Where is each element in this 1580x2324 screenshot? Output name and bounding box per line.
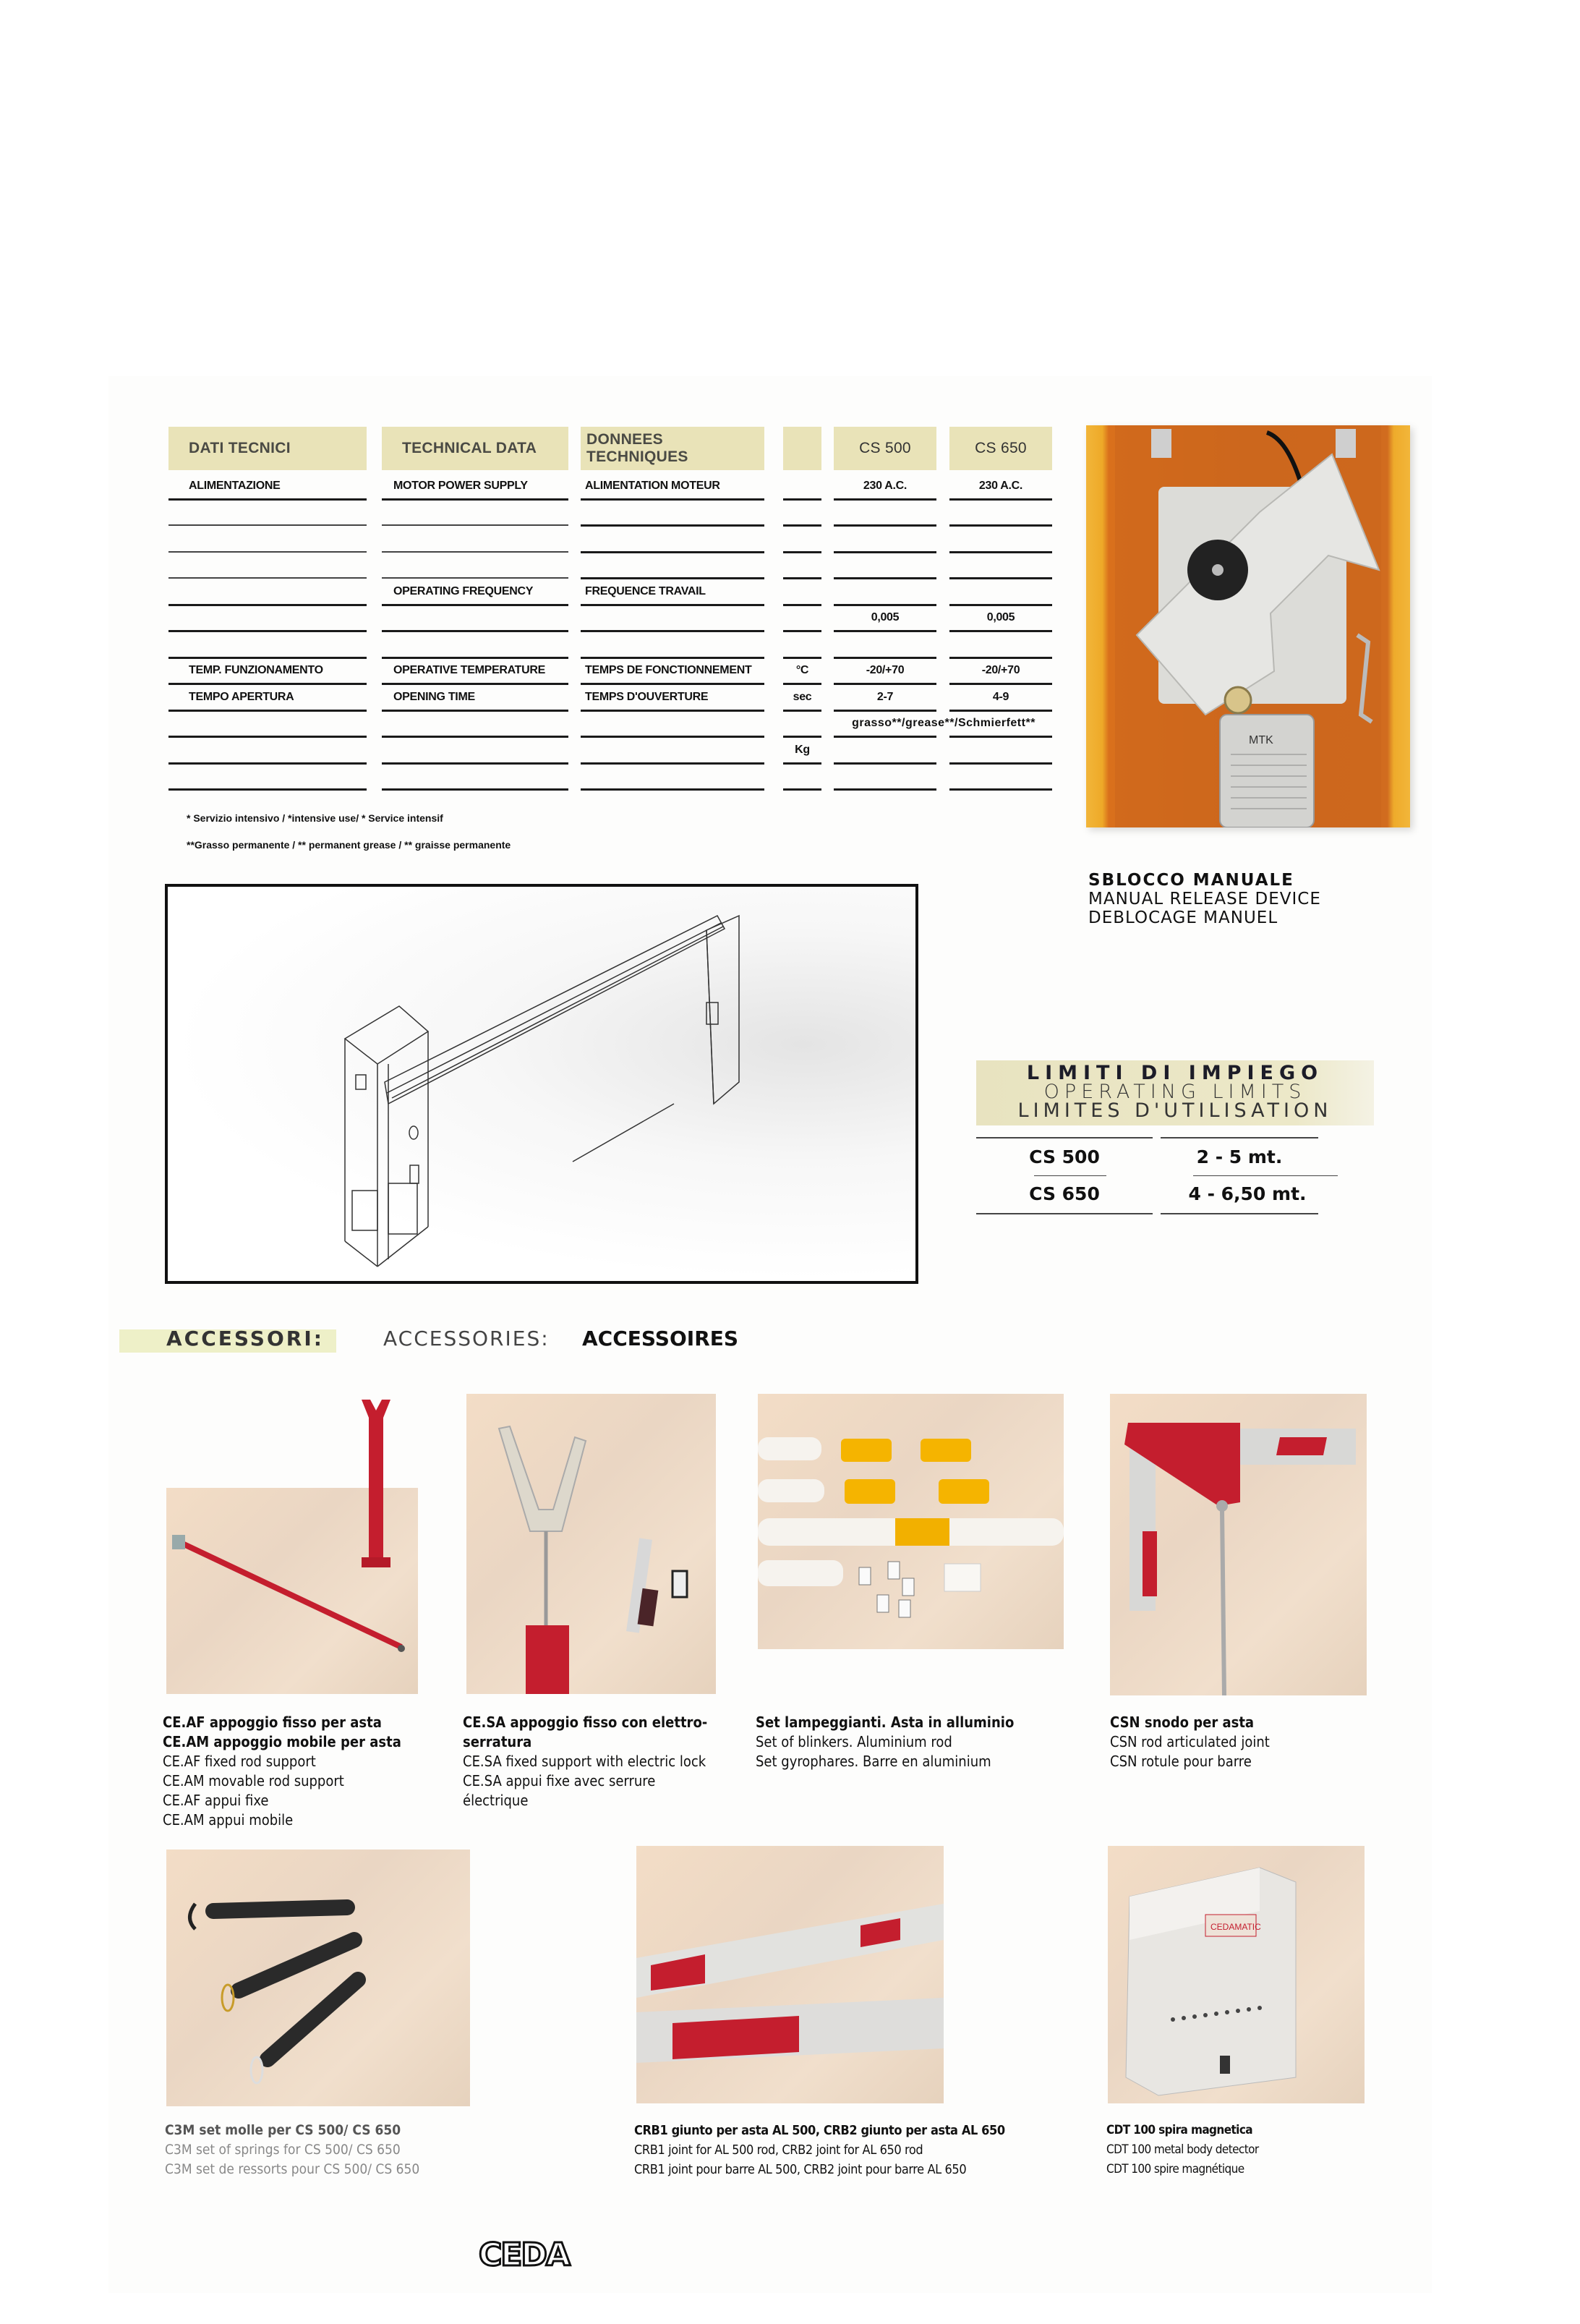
table-rule <box>834 762 936 765</box>
rod-joints-illustration <box>636 1846 944 2103</box>
caption-bold: Set lampeggianti. Asta in alluminio <box>756 1714 1015 1731</box>
caption-line: CE.AF fixed rod support <box>163 1753 316 1770</box>
caption-bold: serratura <box>463 1733 532 1750</box>
table-rule <box>168 551 367 553</box>
table-cell-it: ALIMENTAZIONE <box>189 480 281 492</box>
motor-mechanism-illustration <box>1086 425 1410 827</box>
caption-line: CSN rotule pour barre <box>1110 1753 1252 1770</box>
limits-rule <box>1161 1137 1318 1138</box>
table-rule <box>949 710 1052 712</box>
table-rule <box>949 524 1052 527</box>
table-cell-cs500: 0,005 <box>871 611 900 623</box>
table-rule <box>168 577 367 579</box>
table-rule <box>949 577 1052 579</box>
table-rule <box>949 604 1052 606</box>
caption-line: CRB1 joint pour barre AL 500, CRB2 joint pour barre AL 650 <box>634 2162 967 2177</box>
table-rule <box>168 788 367 791</box>
header-unit <box>783 427 821 470</box>
table-cell-cs500: 230 A.C. <box>863 480 908 492</box>
caption-bold: C3M set molle per CS 500/ CS 650 <box>165 2122 401 2138</box>
table-rule <box>581 788 764 791</box>
caption-line: C3M set de ressorts pour CS 500/ CS 650 <box>165 2161 420 2177</box>
electric-lock-illustration <box>466 1394 716 1694</box>
table-rule <box>783 604 821 606</box>
table-cell-fr: TEMPS DE FONCTIONNEMENT <box>585 664 752 676</box>
table-rule <box>168 736 367 738</box>
caption-bold: CE.AM appoggio mobile per asta <box>163 1733 401 1750</box>
caption-line: CE.AM movable rod support <box>163 1772 344 1789</box>
manual-release-fr: DEBLOCAGE MANUEL <box>1088 908 1278 927</box>
barrier-isometric-drawing <box>168 887 915 1281</box>
table-rule <box>949 683 1052 685</box>
table-cell-en: MOTOR POWER SUPPLY <box>393 480 528 492</box>
limits-model-cs500: CS 500 <box>1029 1146 1100 1167</box>
table-rule <box>382 736 568 738</box>
caption-articulated-joint <box>1110 1713 1270 1771</box>
table-cell-unit: °C <box>795 664 809 676</box>
manual-release-photo <box>1086 425 1410 827</box>
table-rule <box>949 551 1052 553</box>
caption-rod-supports <box>163 1713 401 1830</box>
table-cell-unit: Kg <box>795 744 810 756</box>
operating-limits-title-it: LIMITI DI IMPIEGO <box>1026 1062 1324 1084</box>
table-rule <box>834 657 936 659</box>
header-cs500: CS 500 <box>834 427 936 470</box>
accessory-photo-blinkers <box>758 1394 1064 1649</box>
table-rule <box>581 710 764 712</box>
table-rule <box>834 551 936 553</box>
caption-metal-detector <box>1106 2121 1259 2179</box>
operating-limits-title-fr: LIMITES D'UTILISATION <box>1017 1099 1333 1122</box>
footnote-intensive: * Servizio intensivo / *intensive use/ * Service intensif <box>187 812 443 824</box>
caption-blinkers <box>756 1713 1014 1771</box>
table-cell-fr: ALIMENTATION MOTEUR <box>585 480 720 492</box>
limits-rule <box>976 1137 1153 1138</box>
limits-model-cs650: CS 650 <box>1029 1183 1100 1204</box>
table-rule <box>834 604 936 606</box>
table-rule <box>581 736 764 738</box>
header-cs650: CS 650 <box>949 427 1052 470</box>
table-rule <box>581 762 764 765</box>
table-rule <box>783 736 821 738</box>
table-rule <box>783 762 821 765</box>
manual-release-title: SBLOCCO MANUALE <box>1088 871 1294 890</box>
table-rule <box>783 498 821 501</box>
table-rule <box>581 577 764 579</box>
limits-rule <box>1193 1175 1338 1176</box>
svg-text:MTK: MTK <box>1249 734 1273 746</box>
table-rule <box>382 604 568 606</box>
table-cell-it: TEMPO APERTURA <box>189 691 294 703</box>
limits-range-cs500: 2 - 5 mt. <box>1196 1146 1283 1167</box>
header-dati-tecnici: DATI TECNICI <box>168 427 367 470</box>
table-rule <box>382 524 568 526</box>
table-rule <box>581 630 764 632</box>
caption-rod-joints <box>634 2121 1005 2179</box>
table-rule <box>949 736 1052 738</box>
table-cell-it: TEMP. FUNZIONAMENTO <box>189 664 323 676</box>
limits-range-cs650: 4 - 6,50 mt. <box>1188 1183 1307 1204</box>
limits-rule <box>976 1213 1153 1214</box>
table-rule <box>949 630 1052 632</box>
table-rule <box>382 551 568 553</box>
caption-line: CE.AM appui mobile <box>163 1811 294 1829</box>
table-cell-lubrication: grasso**/grease**/Schmierfett** <box>852 717 1035 729</box>
table-rule <box>834 498 936 501</box>
table-rule <box>834 683 936 685</box>
caption-bold: CSN snodo per asta <box>1110 1714 1255 1731</box>
accessories-heading-it: ACCESSORI: <box>166 1327 324 1350</box>
ceda-logo: CEDA <box>479 2236 569 2273</box>
table-rule <box>168 762 367 765</box>
blinkers-illustration <box>758 1394 1064 1649</box>
barrier-technical-drawing <box>165 884 918 1284</box>
caption-bold: CE.SA appoggio fisso con elettro- <box>463 1714 708 1731</box>
table-rule <box>382 710 568 712</box>
caption-line: CE.AF appui fixe <box>163 1792 269 1809</box>
manual-release-en: MANUAL RELEASE DEVICE <box>1088 890 1321 908</box>
table-rule <box>834 736 936 738</box>
table-rule <box>783 630 821 632</box>
accessories-heading-fr: ACCESSOIRES <box>582 1327 739 1350</box>
table-rule <box>834 577 936 579</box>
caption-line: CRB1 joint for AL 500 rod, CRB2 joint for AL 650 rod <box>634 2142 923 2158</box>
caption-bold: CRB1 giunto per asta AL 500, CRB2 giunto per asta AL 650 <box>634 2123 1005 2138</box>
caption-line: C3M set of springs for CS 500/ CS 650 <box>165 2142 401 2158</box>
caption-line: Set of blinkers. Aluminium rod <box>756 1733 952 1750</box>
table-rule <box>783 788 821 791</box>
caption-line: CE.SA fixed support with electric lock <box>463 1753 706 1770</box>
header-donnees-techniques: DONNEES TECHNIQUES <box>581 427 764 470</box>
table-cell-fr: FREQUENCE TRAVAIL <box>585 585 706 597</box>
table-rule <box>834 524 936 527</box>
red-post-icon <box>362 1400 405 1573</box>
table-rule <box>581 604 764 606</box>
table-rule <box>382 762 568 765</box>
table-rule <box>581 551 764 553</box>
accessories-heading-en: ACCESSORIES: <box>383 1327 550 1350</box>
table-rule <box>168 630 367 632</box>
table-cell-cs650: 230 A.C. <box>978 480 1023 492</box>
caption-line: CDT 100 metal body detector <box>1106 2142 1259 2157</box>
table-cell-cs650: 4-9 <box>992 691 1009 703</box>
caption-bold: CDT 100 spira magnetica <box>1106 2123 1253 2137</box>
table-rule <box>949 498 1052 501</box>
table-rule <box>834 788 936 791</box>
table-rule <box>581 524 764 527</box>
springs-illustration <box>166 1850 470 2106</box>
caption-springs <box>165 2121 419 2179</box>
accessory-photo-metal-detector <box>1108 1846 1365 2103</box>
table-cell-cs650: -20/+70 <box>981 664 1020 676</box>
table-rule <box>382 630 568 632</box>
table-rule <box>783 551 821 553</box>
caption-line: CE.SA appui fixe avec serrure <box>463 1772 656 1789</box>
table-rule <box>949 657 1052 659</box>
table-rule <box>834 630 936 632</box>
table-rule <box>783 710 821 712</box>
table-rule <box>382 788 568 791</box>
table-cell-en: OPERATIVE TEMPERATURE <box>393 664 546 676</box>
table-cell-cs500: -20/+70 <box>866 664 905 676</box>
caption-line: électrique <box>463 1792 529 1809</box>
table-rule <box>834 710 936 712</box>
caption-line: CDT 100 spire magnétique <box>1106 2162 1244 2176</box>
accessory-photo-articulated-joint <box>1110 1394 1367 1695</box>
fixed-rod-support-post <box>362 1400 390 1573</box>
table-rule <box>382 577 568 579</box>
svg-text:CEDAMATIC: CEDAMATIC <box>1210 1922 1261 1932</box>
accessory-photo-electric-lock <box>466 1394 716 1694</box>
table-rule <box>168 710 367 712</box>
table-rule <box>581 498 764 501</box>
footnote-grease: **Grasso permanente / ** permanent grease / ** graisse permanente <box>187 839 511 851</box>
table-rule <box>382 657 568 659</box>
table-rule <box>168 498 367 501</box>
table-rule <box>783 577 821 579</box>
table-rule <box>382 683 568 685</box>
table-rule <box>783 683 821 685</box>
operating-limits-title-en: OPERATING LIMITS <box>1043 1081 1307 1103</box>
limits-rule <box>1034 1175 1106 1176</box>
table-rule <box>168 657 367 659</box>
table-rule <box>783 524 821 527</box>
accessory-photo-springs <box>166 1850 470 2106</box>
accessory-photo-rod-joints <box>636 1846 944 2103</box>
table-rule <box>382 498 568 501</box>
table-rule <box>783 657 821 659</box>
table-cell-en: OPENING TIME <box>393 691 475 703</box>
caption-line: CSN rod articulated joint <box>1110 1733 1270 1750</box>
table-rule <box>949 762 1052 765</box>
header-technical-data: TECHNICAL DATA <box>382 427 568 470</box>
table-cell-fr: TEMPS D'OUVERTURE <box>585 691 709 703</box>
table-cell-cs500: 2-7 <box>876 691 894 703</box>
caption-line: Set gyrophares. Barre en aluminium <box>756 1753 991 1770</box>
limits-rule <box>1161 1213 1318 1214</box>
table-cell-en: OPERATING FREQUENCY <box>393 585 534 597</box>
caption-bold: CE.AF appoggio fisso per asta <box>163 1714 382 1731</box>
table-rule <box>581 683 764 685</box>
table-cell-cs650: 0,005 <box>986 611 1015 623</box>
table-cell-unit: sec <box>793 691 812 703</box>
table-rule <box>168 683 367 685</box>
table-rule <box>168 604 367 606</box>
table-rule <box>949 788 1052 791</box>
metal-detector-illustration <box>1108 1846 1365 2103</box>
articulated-joint-illustration <box>1110 1394 1367 1695</box>
table-rule <box>581 657 764 659</box>
caption-electric-lock <box>463 1713 707 1810</box>
table-rule <box>168 524 367 526</box>
